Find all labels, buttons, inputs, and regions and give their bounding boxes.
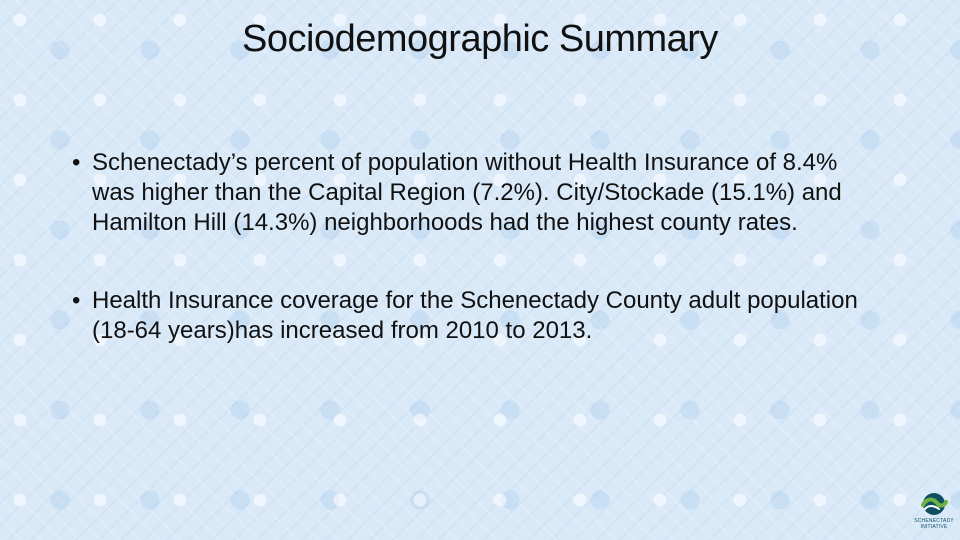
hands-globe-icon [917,492,951,518]
bullet-text: Schenectady’s percent of population without Health Insurance of 8.4% was higher than the Capital Region (7.2%). City/Stockade (15.1%) and Hamilton Hill (14.3%) neighborhoods had the highest county rates. [92,149,842,236]
bullet-text: Health Insurance coverage for the Schenectady County adult population (18-64 years)has increased from 2010 to 2013. [92,287,858,344]
slide-title: Sociodemographic Summary [242,18,718,60]
organization-logo [912,492,956,536]
bullet-list [68,148,868,394]
logo-text-line1: SCHENECTADY [914,518,954,524]
bullet-marker: • [72,149,81,176]
bullet-item [68,286,868,346]
logo-text-line2: INITIATIVE [920,524,948,530]
bullet-marker: • [72,287,81,314]
bullet-item [68,148,868,238]
